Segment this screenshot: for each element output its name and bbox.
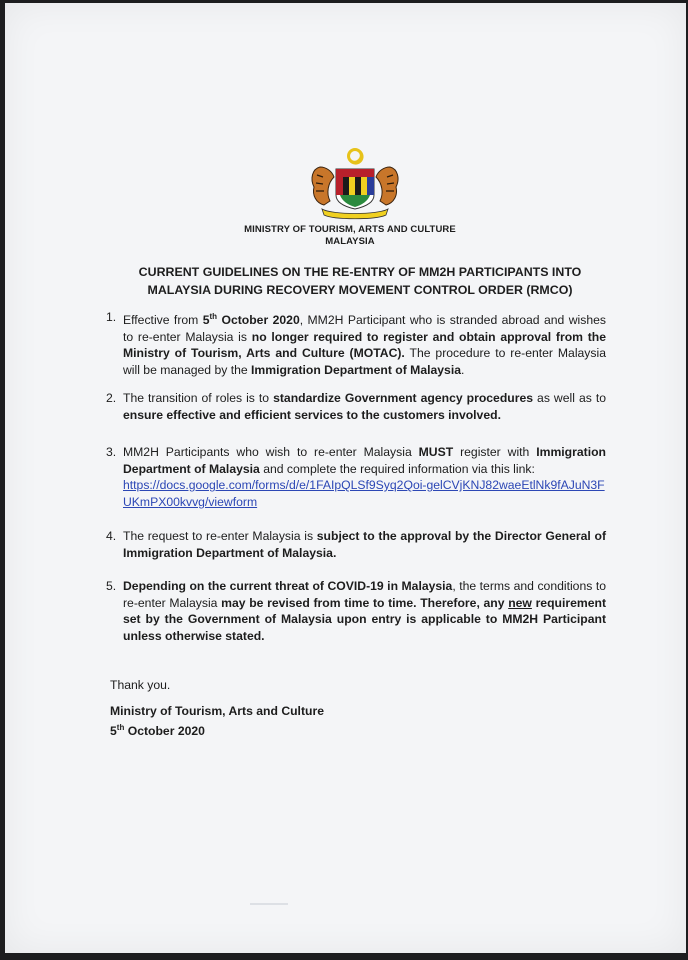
guideline-item-3 [106,444,606,510]
closing-date: 5th October 2020 [110,722,205,738]
guideline-item-1 [106,309,607,378]
item-number: 4. [106,529,117,543]
title-line-2: MALAYSIA DURING RECOVERY MOVEMENT CONTROL ORDER (RMCO) [147,283,573,297]
item-number: 3. [106,445,117,459]
item-text: The transition of roles is to standardize Government agency procedures as well as to ensure effective and efficient services to the customers involved. [123,391,606,422]
item-number: 1. [106,310,117,324]
item-number: 2. [106,391,117,405]
item-text: Depending on the current threat of COVID-19 in Malaysia, the terms and conditions to re-enter Malaysia may be revised from time to time. Therefore, any new requirement set by the Government of Malaysia upon entry is applicable to MM2H Participant unless otherwise stated. [123,579,606,643]
signatory-name: Ministry of Tourism, Arts and Culture [110,704,324,718]
malaysia-coat-of-arms-icon [302,143,408,223]
item-number: 5. [106,579,117,593]
document-title [65,263,655,299]
page-mark [250,903,288,905]
guideline-item-2 [106,390,606,423]
guideline-item-5 [106,578,606,644]
registration-form-link[interactable]: https://docs.google.com/forms/d/e/1FAIpQLSf9Syq2Qoi-gelCVjKNJ82waeEtlNk9fAJuN3FUKmPX00kvvg/viewform [123,478,605,509]
closing-thanks: Thank you. [110,678,171,692]
ministry-name: MINISTRY OF TOURISM, ARTS AND CULTURE [244,224,456,235]
title-line-1: CURRENT GUIDELINES ON THE RE-ENTRY OF MM2H PARTICIPANTS INTO [138,265,582,279]
ministry-country: MALAYSIA [325,236,375,247]
document-page [5,3,686,953]
guideline-item-4 [106,528,607,561]
ministry-heading [145,224,555,248]
closing-signature [110,703,324,739]
item-text: The request to re-enter Malaysia is subject to the approval by the Director General of Immigration Department of Malaysia. [123,529,607,560]
item-text: Effective from 5th October 2020, MM2H Participant who is stranded abroad and wishes to re-enter Malaysia is no longer required to register and obtain approval from the Ministry of Tourism, Arts and Culture (MOTAC). The procedure to re-enter Malaysia will be managed by the Immigration Department of Malaysia. [123,312,607,377]
item-text: MM2H Participants who wish to re-enter Malaysia MUST register with Immigration Department of Malaysia and complete the required information via this link: https://docs.google.com/forms/d/e/1FAIpQLSf9Syq2Qoi-gelCVjKNJ82waeEtlNk9fAJuN3FUKmPX00kvvg/viewform [123,445,606,509]
